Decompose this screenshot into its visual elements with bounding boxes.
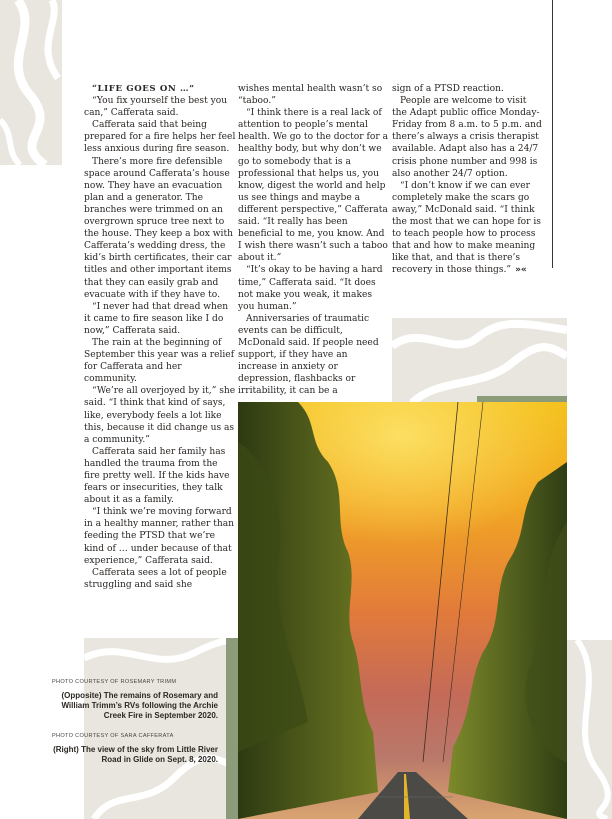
paragraph-text: “I don’t know if we can ever completely make the scars go away,” McDonald said. “I think the most that we can hope for is to teach people how to process that and how to make meaning like that, and that is there’s recovery in those things.” <box>392 180 541 276</box>
section-heading: “LIFE GOES ON …” <box>92 84 195 94</box>
photo-caption: (Opposite) The remains of Rosemary and William Trimm’s RVs following the Archie Creek Fire in September 2020. <box>61 691 218 720</box>
paragraph: There’s more fire defensible space around Cafferata’s house now. They have an evacuation plan and a generator. The branches were trimmed on an overgrown spruce tree next to the house. They keep a box with Cafferata’s wedding dress, the kid’s birth certificates, their car titles and other important items that they can easily grab and evacuate with if they have to. <box>84 156 233 300</box>
paragraph: “I think we’re moving forward in a healthy manner, rather than feeding the PTSD that we’re kind of … under because of that experience,” Cafferata said. <box>84 507 235 566</box>
paragraph: “I never had that dread when it came to fire season like I do now,” Cafferata said. <box>84 301 229 336</box>
paragraph: “We’re all overjoyed by it,” she said. “I think that kind of says, like, everybody feels a lot like this, because it did change us as a community.” <box>84 386 236 445</box>
decorative-swirl-bottom-left <box>84 638 238 819</box>
paragraph: “You fix yourself the best you can,” Cafferata said. <box>84 96 228 119</box>
paragraph: Anniversaries of traumatic events can be difficult, McDonald said. If people need support, if they have an increase in anxiety or depression, flashbacks or irritability, it can be a <box>238 313 379 397</box>
paragraph: sign of a PTSD reaction. <box>392 84 504 94</box>
decorative-swirl-bottom-right <box>567 640 612 819</box>
paragraph <box>392 180 542 277</box>
paragraph: “I think there is a real lack of attention to people’s mental health. We go to the doctor for a healthy body, but why don’t we go to somebody that is a professional that helps us, you know, digest the world and help us see things and maybe a different perspective,” Cafferata said. “It really has been beneficial to me, you know. And I wish there wasn’t such a taboo about it.” <box>238 108 388 264</box>
decorative-swirl-right <box>392 318 567 403</box>
caption-block-1 <box>40 679 218 721</box>
article-column-3 <box>392 83 542 277</box>
wildfire-sky-road-photo <box>238 402 567 819</box>
decorative-swirl-top-left <box>0 0 62 165</box>
paragraph: People are welcome to visit the Adapt public office Monday-Friday from 8 a.m. to 5 p.m. and there’s always a crisis therapist available. Adapt also has a 24/7 crisis phone number and 998 is also another 24/7 option. <box>392 96 542 179</box>
article-column-2 <box>238 83 388 397</box>
paragraph: Cafferata said her family has handled the trauma from the fire pretty well. If the kids have fears or insecurities, they talk about it as a family. <box>84 446 230 506</box>
paragraph: Cafferata said that being prepared for a fire helps her feel less anxious during fire season. <box>84 120 236 155</box>
article-column-1 <box>84 83 236 591</box>
caption-block-2 <box>40 733 218 765</box>
photo-credit: PHOTO COURTESY OF ROSEMARY TRIMM <box>52 679 177 685</box>
margin-rule <box>552 0 553 268</box>
paragraph: “It’s okay to be having a hard time,” Cafferata said. “It does not make you weak, it makes you human.” <box>238 265 383 312</box>
end-mark: »« <box>515 265 527 276</box>
photo-caption: (Right) The view of the sky from Little River Road in Glide on Sept. 8, 2020. <box>53 745 218 764</box>
paragraph: The rain at the beginning of September this year was a relief for Cafferata and her community. <box>84 337 235 385</box>
paragraph: wishes mental health wasn’t so “taboo.” <box>238 84 383 107</box>
photo-credit: PHOTO COURTESY OF SARA CAFFERATA <box>52 733 174 739</box>
paragraph: Cafferata sees a lot of people struggling and said she <box>84 567 227 590</box>
